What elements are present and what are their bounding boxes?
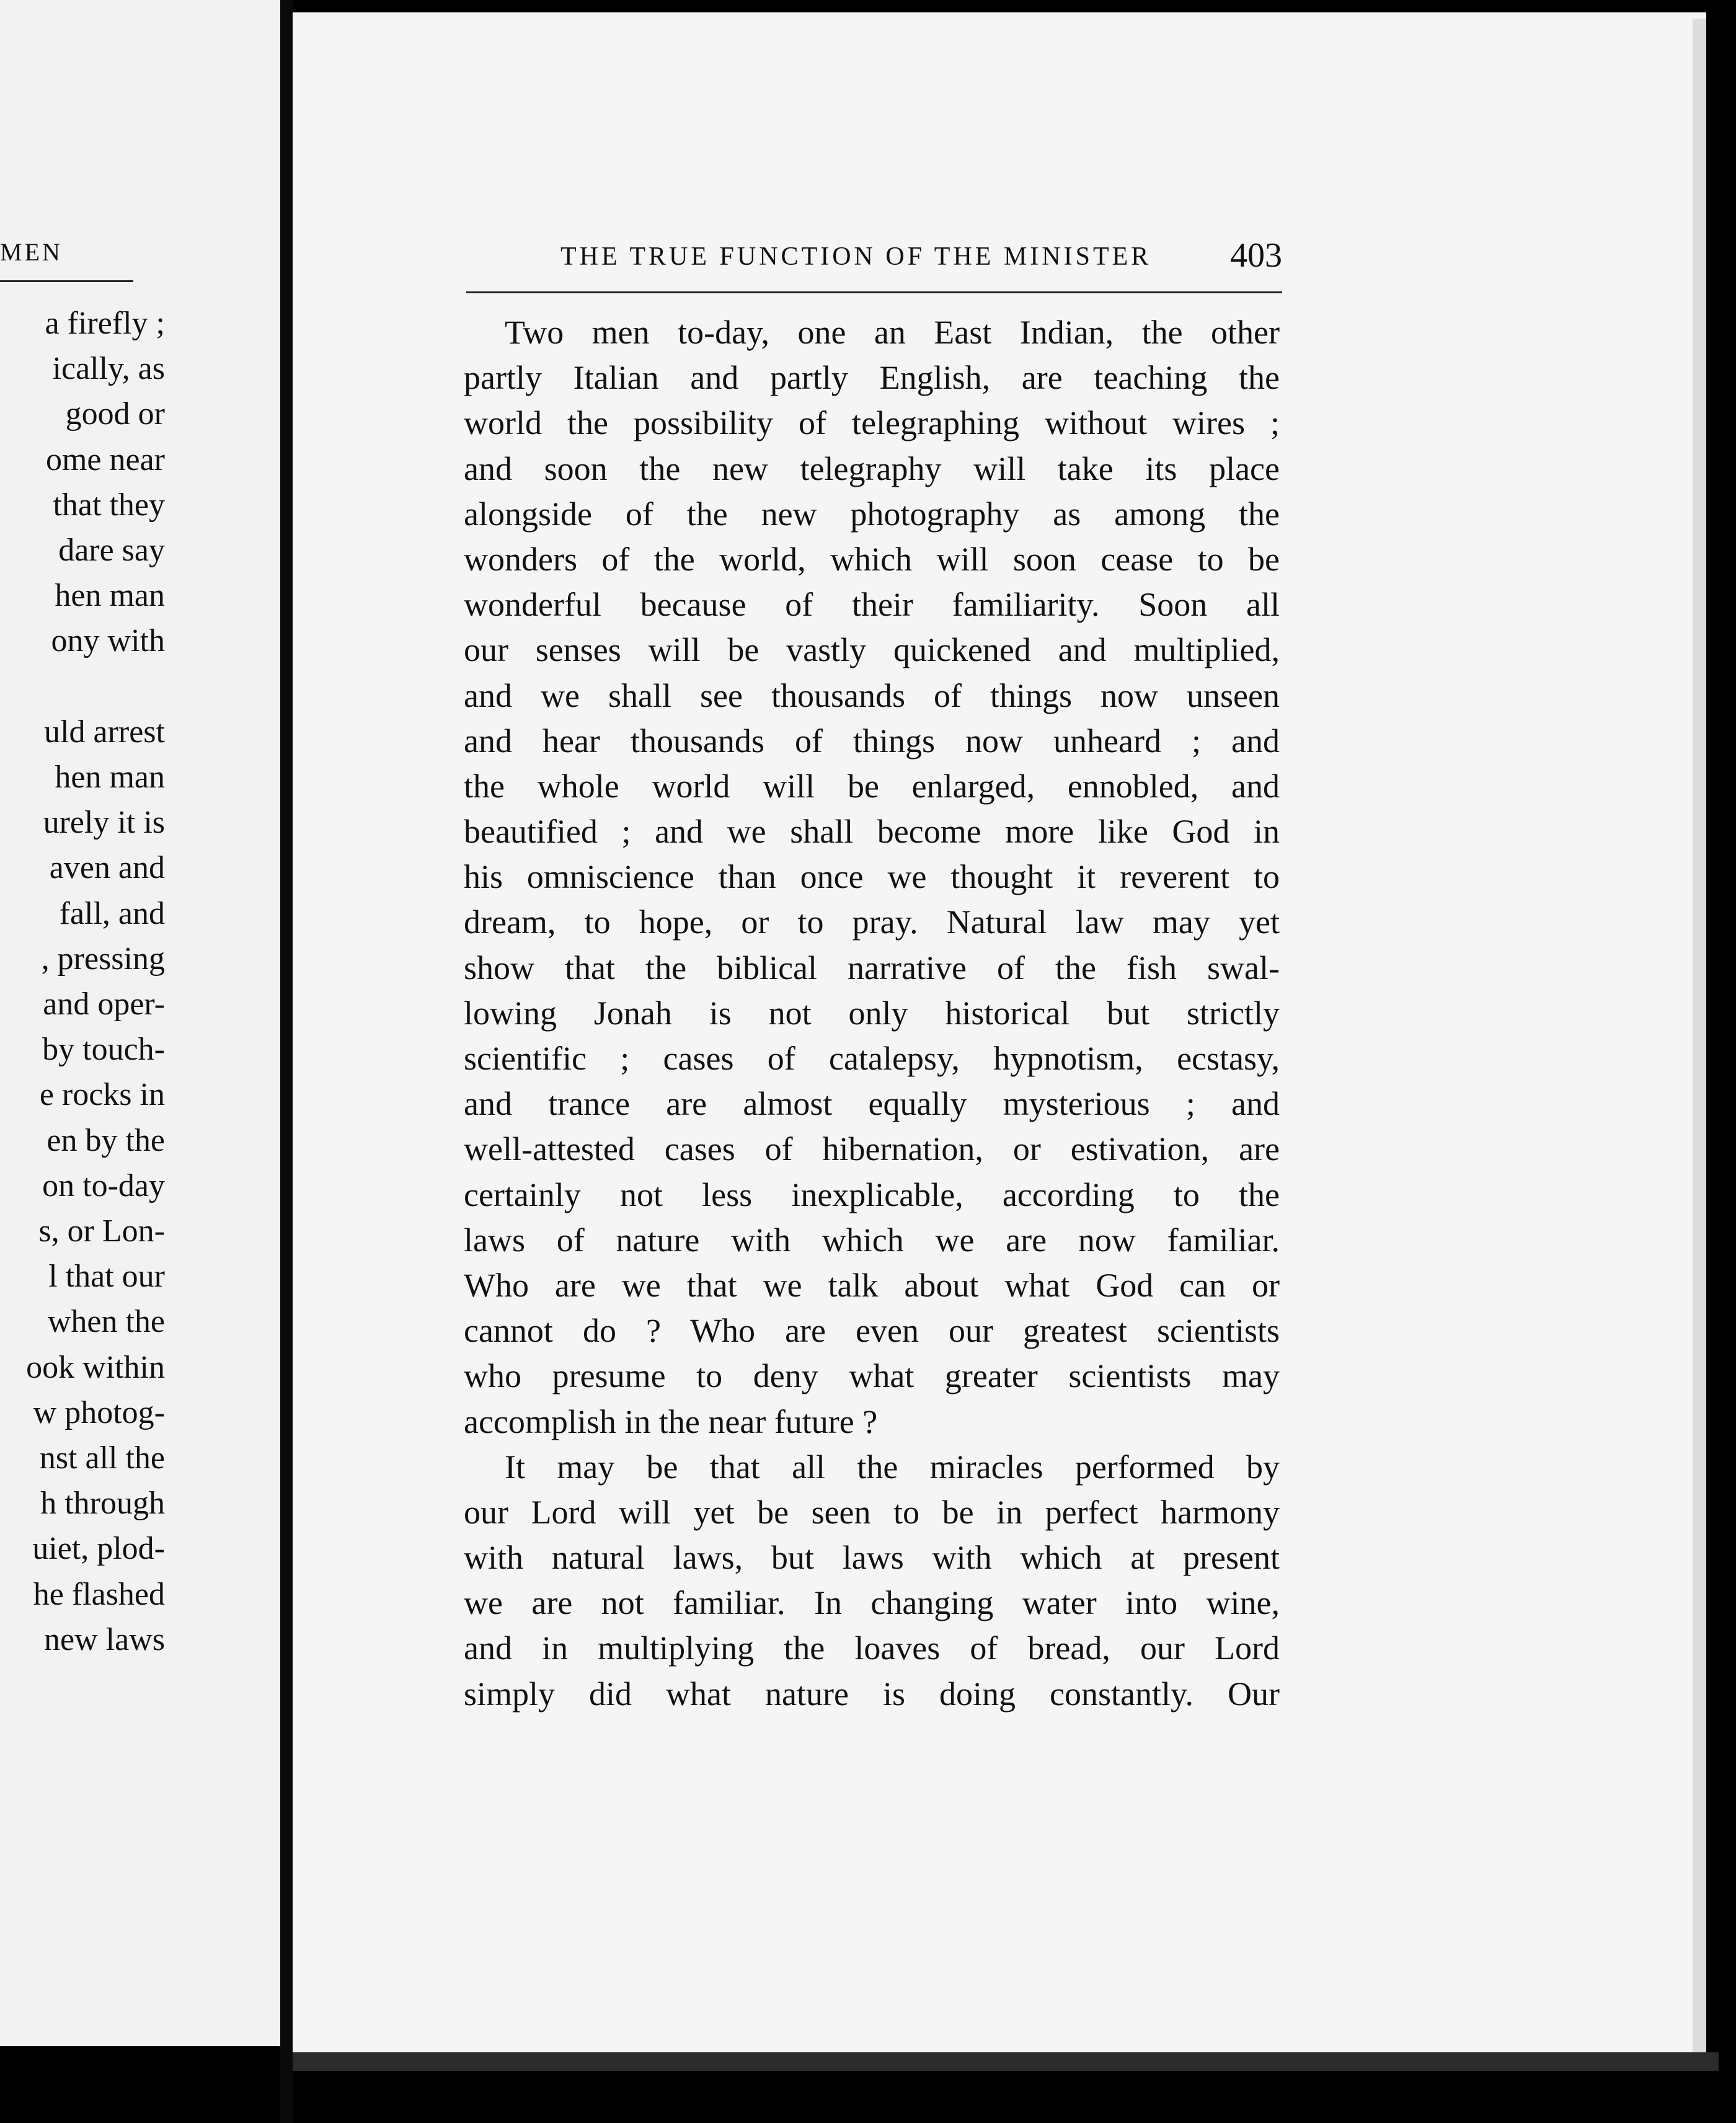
left-text-line: uiet, plod- (32, 1531, 165, 1567)
left-text-line: e rocks in (39, 1077, 165, 1113)
left-text-line: s, or Lon- (38, 1213, 165, 1249)
text-line: dream, to hope, or to pray. Natural law may yet (464, 903, 1280, 941)
text-line: with natural laws, but laws with which at present (464, 1539, 1280, 1577)
text-line: wonderful because of their familiarity. Soon all (464, 586, 1280, 624)
left-text-line: , pressing (41, 941, 165, 977)
left-text-line: new laws (44, 1621, 165, 1657)
text-line: beautified ; and we shall become more like God in (464, 813, 1280, 851)
text-line: simply did what nature is doing constantly. Our (464, 1675, 1280, 1713)
left-text-line: ome near (45, 441, 165, 477)
left-text-line (26, 664, 165, 709)
left-text-line: and oper- (43, 986, 165, 1022)
text-line: our senses will be vastly quickened and multiplied, (464, 631, 1280, 669)
left-text-line: fall, and (59, 895, 165, 931)
page-bottom-edge (293, 2052, 1719, 2071)
left-text-line: on to-day (42, 1168, 165, 1203)
body-text (464, 310, 1280, 1717)
book-gutter (280, 0, 293, 2123)
text-line: scientific ; cases of catalepsy, hypnotism, ecstasy, (464, 1040, 1280, 1077)
left-page-text (26, 301, 165, 1662)
text-line: we are not familiar. In changing water into wine, (464, 1584, 1280, 1622)
left-text-line: a firefly ; (45, 306, 165, 341)
text-line: well-attested cases of hibernation, or estivation, are (464, 1130, 1280, 1168)
header-rule (466, 291, 1282, 293)
text-line: and trance are almost equally mysterious ; and (464, 1085, 1280, 1123)
text-line: and in multiplying the loaves of bread, our Lord (464, 1629, 1280, 1667)
left-text-line: ony with (51, 623, 165, 659)
left-text-line: uld arrest (44, 714, 165, 750)
left-text-line: that they (53, 487, 165, 523)
left-header-rule (0, 280, 133, 282)
left-text-line: nst all the (39, 1440, 165, 1476)
left-text-line: good or (65, 396, 165, 432)
text-line: and hear thousands of things now unheard ; and (464, 722, 1280, 760)
text-line: accomplish in the near future ? (464, 1403, 878, 1440)
page-edge (1693, 19, 1706, 2052)
text-line: certainly not less inexplicable, according to the (464, 1176, 1280, 1213)
left-text-line: h through (40, 1486, 165, 1522)
left-text-line: dare say (58, 533, 165, 569)
left-text-line: aven and (49, 850, 165, 886)
text-line: alongside of the new photography as among the (464, 495, 1280, 533)
text-line: laws of nature with which we are now familiar. (464, 1221, 1280, 1259)
left-text-line: by touch- (42, 1032, 165, 1068)
text-line: cannot do ? Who are even our greatest scientists (464, 1312, 1280, 1350)
text-line: and we shall see thousands of things now unseen (464, 676, 1280, 714)
text-line: partly Italian and partly English, are teaching the (464, 359, 1280, 397)
left-text-line: ook within (26, 1349, 165, 1385)
text-line: world the possibility of telegraphing without wires ; (464, 404, 1280, 442)
page-header (464, 236, 1282, 279)
text-line: wonders of the world, which will soon cease to be (464, 540, 1280, 578)
paragraph (464, 1445, 1280, 1717)
left-text-line: hen man (55, 760, 165, 796)
text-line: Who are we that we talk about what God can or (464, 1266, 1280, 1304)
text-line: the whole world will be enlarged, ennobled, and (464, 767, 1280, 805)
text-line: Two men to-day, one an East Indian, the other (505, 314, 1280, 351)
text-line: lowing Jonah is not only historical but strictly (464, 994, 1280, 1032)
left-page-running-head: MEN (0, 238, 63, 266)
text-line: who presume to deny what greater scientists may (464, 1357, 1280, 1395)
text-line: our Lord will yet be seen to be in perfect harmony (464, 1493, 1280, 1531)
left-text-line: ically, as (52, 351, 165, 387)
left-text-line: l that our (48, 1259, 165, 1295)
left-text-line: hen man (55, 578, 165, 614)
text-line: his omniscience than once we thought it reverent to (464, 858, 1280, 896)
text-line: and soon the new telegraphy will take its place (464, 450, 1280, 487)
text-line: It may be that all the miracles performed by (505, 1448, 1280, 1486)
text-line: show that the biblical narrative of the fish swal- (464, 949, 1280, 986)
left-text-line: when the (47, 1304, 165, 1340)
left-text-line: w photog- (33, 1394, 165, 1430)
paragraph (464, 310, 1280, 1445)
running-title: THE TRUE FUNCTION OF THE MINISTER (560, 242, 1152, 271)
left-text-line: he flashed (33, 1576, 165, 1612)
page-number: 403 (1230, 236, 1282, 275)
left-page (0, 0, 280, 2046)
left-text-line: en by the (46, 1122, 165, 1158)
left-text-line: urely it is (43, 805, 165, 841)
